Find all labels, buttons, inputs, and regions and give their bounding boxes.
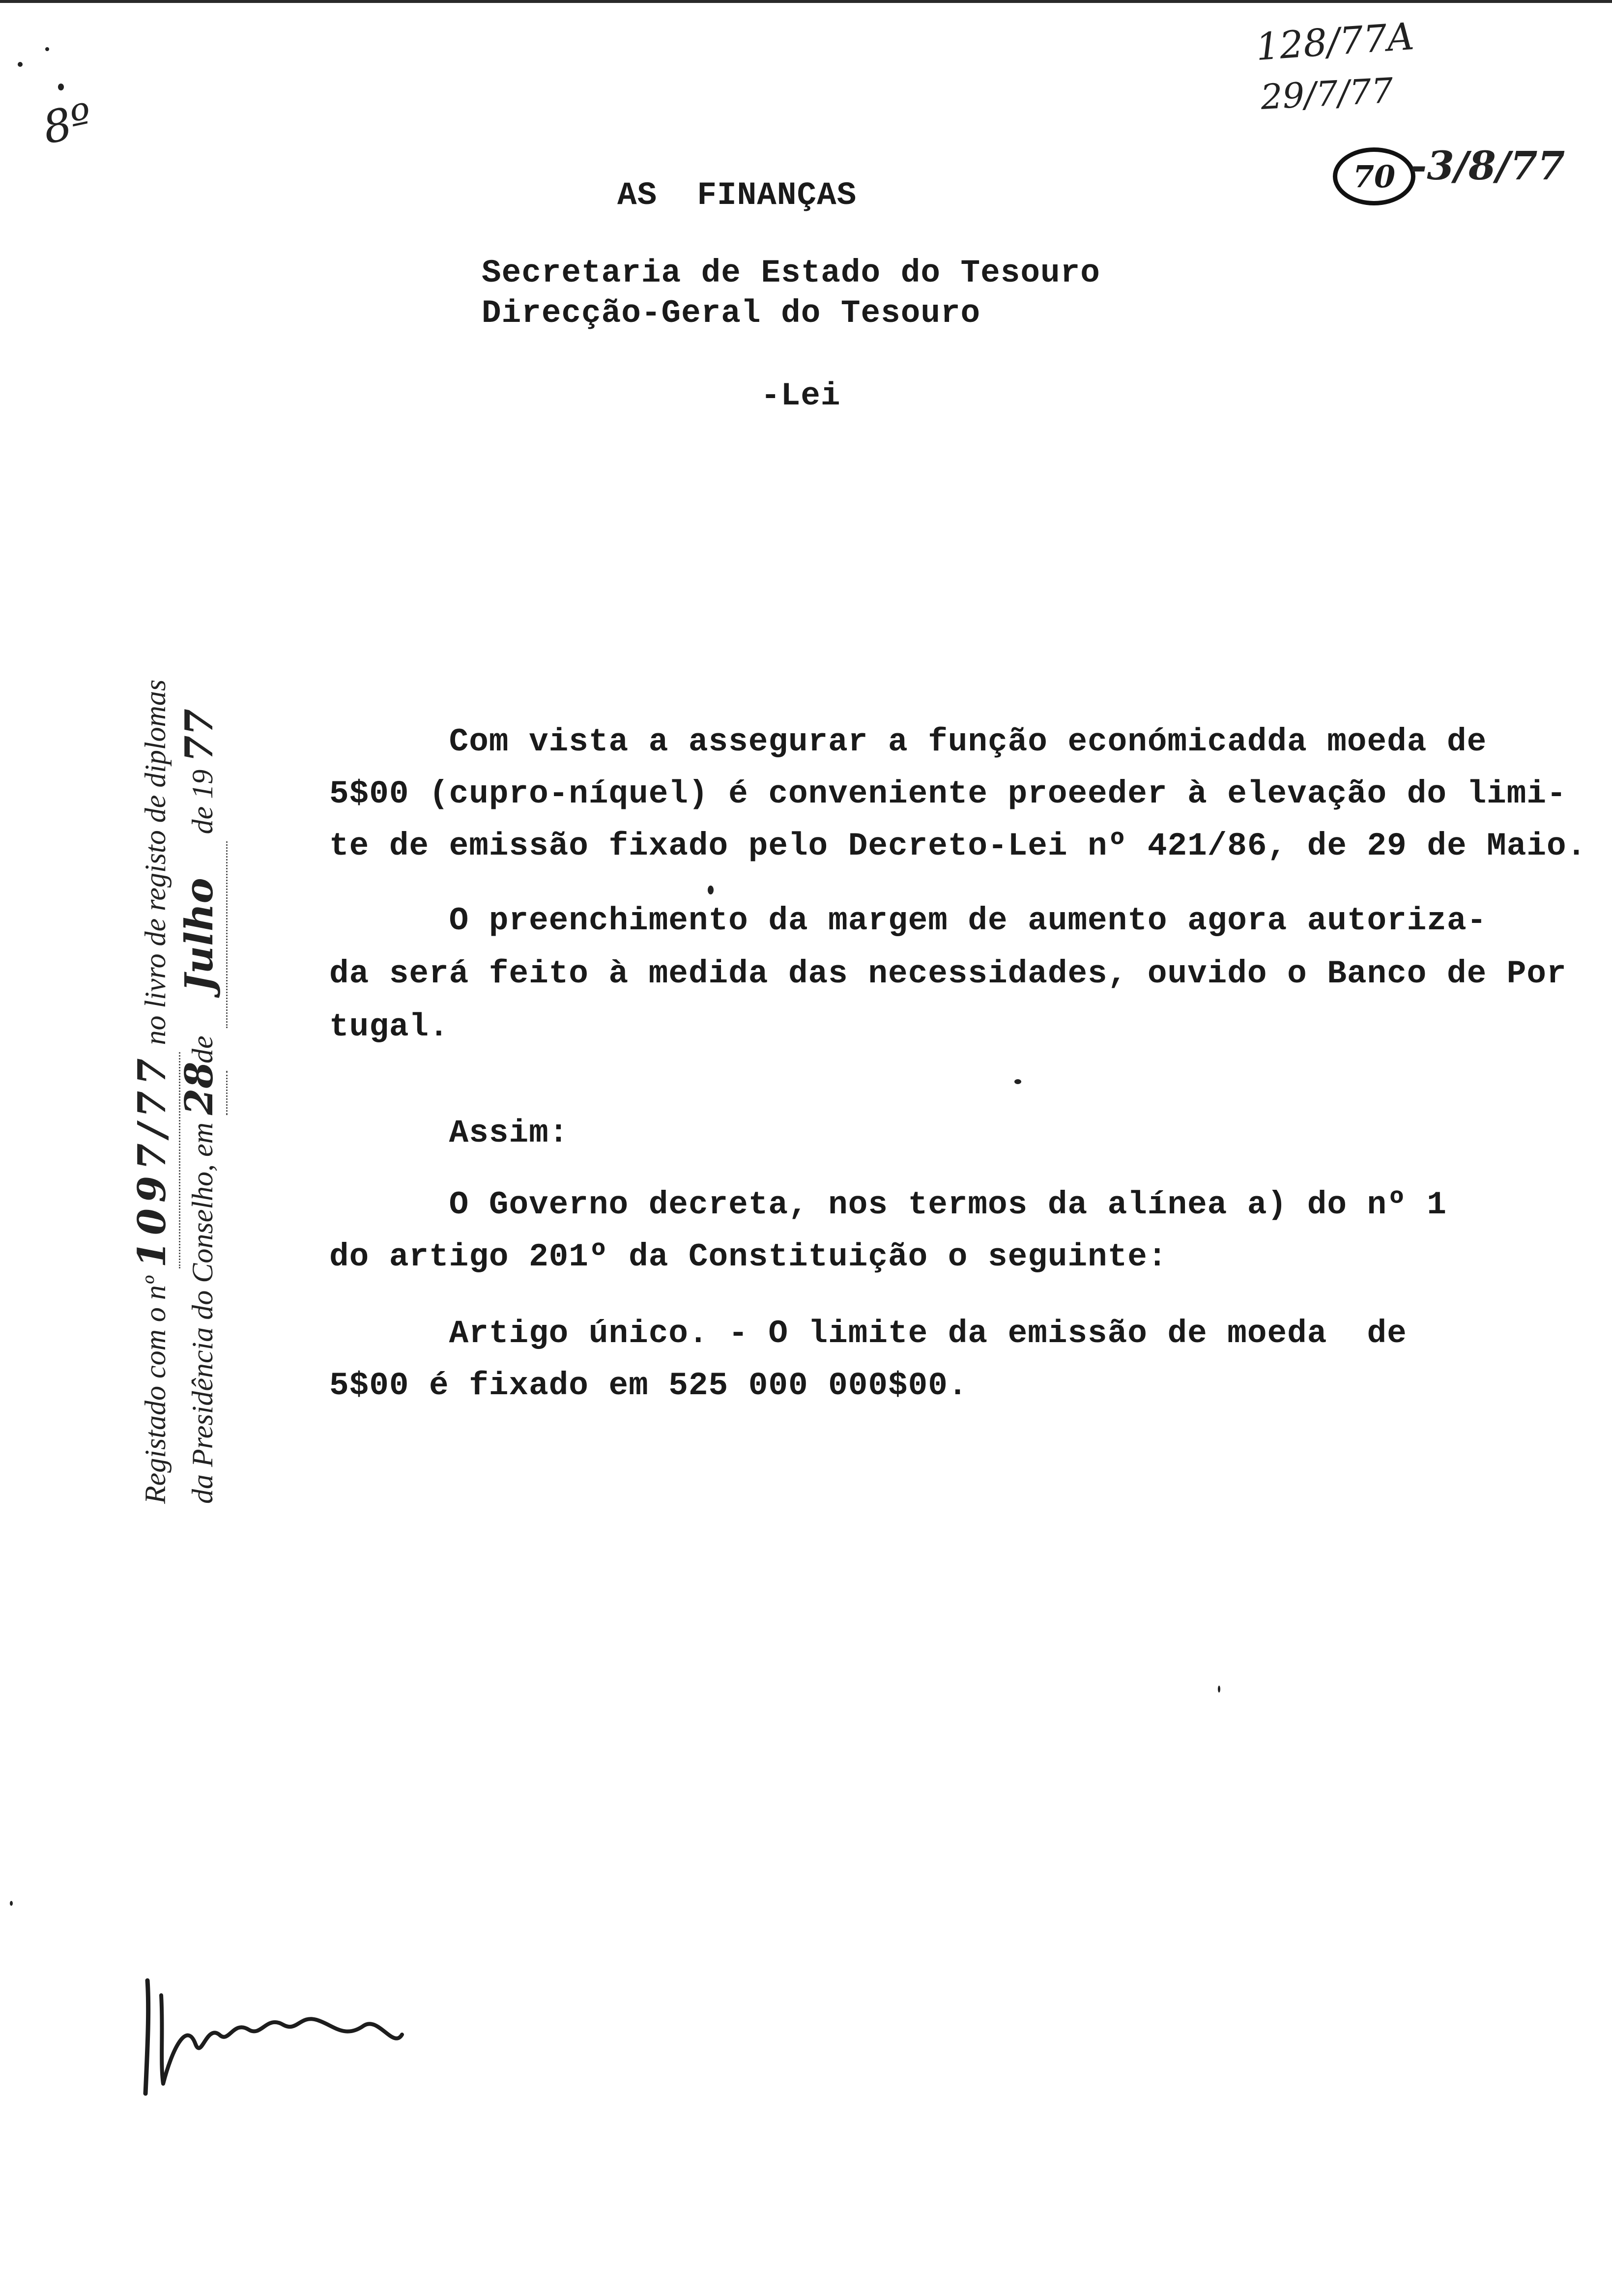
register-line-2 xyxy=(176,680,223,1504)
register-day: 28 xyxy=(177,1062,222,1115)
body-line: 5$00 (cupro-níquel) é conveniente proeeder à elevação do limi- xyxy=(329,775,1567,812)
page-top-edge xyxy=(0,0,1612,3)
body-line: do artigo 201º da Constituição o seguinte: xyxy=(329,1238,1168,1275)
ink-dot xyxy=(58,84,64,90)
register-label: Registado com o nº xyxy=(139,1276,172,1504)
body-line: Artigo único. - O limite da emissão de moeda de xyxy=(329,1315,1407,1352)
circled-number xyxy=(1333,147,1415,205)
register-office-label: da Presidência do Conselho, em xyxy=(186,1122,219,1504)
handwritten-ref-date: 29/7/77 xyxy=(1260,70,1394,118)
register-number: 1097/77 xyxy=(130,1052,174,1268)
register-year-label: de 19 xyxy=(186,769,219,834)
register-month-field xyxy=(176,841,228,1028)
register-day-field xyxy=(176,1062,228,1115)
secretariat-heading: Secretaria de Estado do Tesouro xyxy=(482,255,1100,291)
register-de-label: de xyxy=(186,1035,219,1063)
body-line: Com vista a assegurar a função económicadda moeda de xyxy=(329,723,1487,760)
register-book-label: no livro de registo de diplomas xyxy=(139,679,172,1045)
handwritten-corner-mark: 8º xyxy=(38,93,97,155)
body-line: Assim: xyxy=(329,1115,569,1151)
handwritten-circled-date: -3/8/77 xyxy=(1410,143,1565,189)
body-line: O Governo decreta, nos termos da alínea a) do nº 1 xyxy=(329,1186,1447,1223)
body-line: O preenchimento da margem de aumento agora autoriza- xyxy=(329,902,1487,939)
circled-number-text: 70 xyxy=(1353,158,1396,195)
signature-scribble xyxy=(133,1961,408,2108)
directorate-heading: Direcção-Geral do Tesouro xyxy=(482,295,981,332)
ministry-heading: AS FINANÇAS xyxy=(617,177,857,214)
ink-dot xyxy=(18,62,23,67)
handwritten-ref-number: 128/77A xyxy=(1254,14,1415,69)
register-line-1 xyxy=(129,680,176,1504)
body-line: 5$00 é fixado em 525 000 000$00. xyxy=(329,1367,968,1404)
stray-mark xyxy=(1218,1686,1220,1693)
stray-mark xyxy=(1014,1079,1021,1084)
body-line: da será feito à medida das necessidades, ouvido o Banco de Por xyxy=(329,955,1567,992)
signature xyxy=(133,1961,408,2108)
document-type: -Lei xyxy=(761,377,841,414)
ink-dot xyxy=(45,47,49,51)
body-line: tugal. xyxy=(329,1008,449,1045)
body-line: te de emissão fixado pelo Decreto-Lei nº 421/86, de 29 de Maio. xyxy=(329,828,1587,864)
register-number-field xyxy=(129,1052,180,1268)
margin-register-stamp xyxy=(129,680,223,1504)
stray-mark xyxy=(10,1901,13,1906)
register-month: Julho xyxy=(177,878,222,992)
stray-mark xyxy=(708,886,714,894)
register-year: 77 xyxy=(177,709,222,762)
